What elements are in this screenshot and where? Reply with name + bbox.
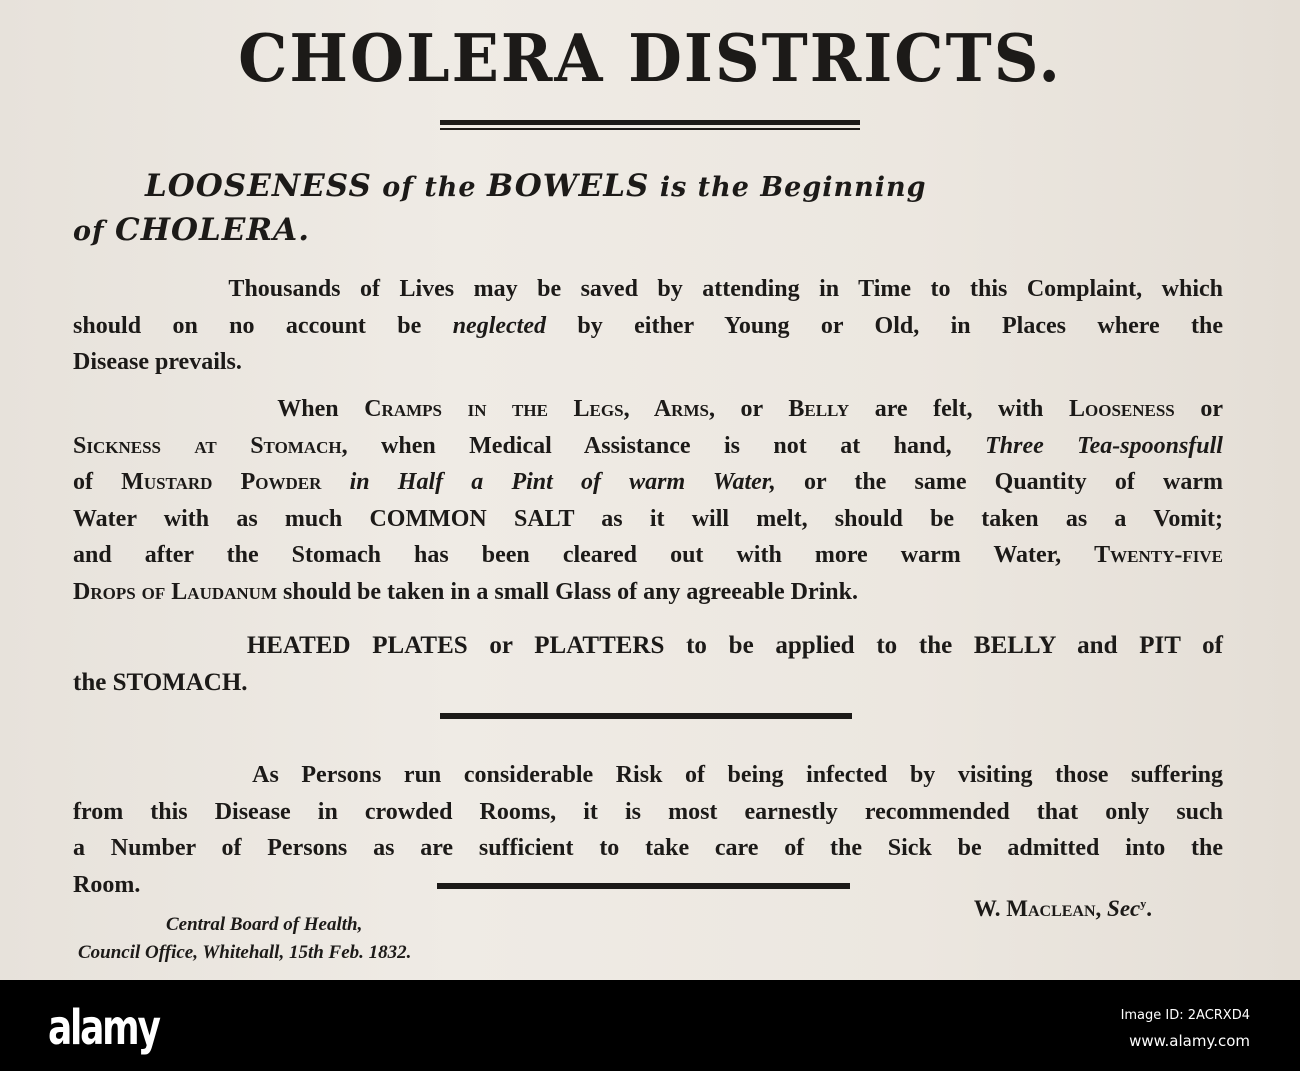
paragraph-text: a Number of Persons as are sufficient to take care of the Sick be admitted into the: [73, 835, 1223, 861]
subheading-text: is the Beginning: [649, 172, 927, 203]
image-id: Image ID: 2ACRXD4: [1120, 1008, 1250, 1023]
paragraph-line: [73, 349, 1223, 376]
paragraph-line: [73, 276, 1223, 303]
paragraph-line: [73, 396, 1223, 423]
paragraph-text: Belly: [788, 396, 850, 422]
paragraph-line: [73, 506, 1223, 533]
paragraph-text: in Half a Pint of warm Water,: [321, 469, 776, 495]
signature-end: .: [1146, 896, 1152, 921]
paragraph-text: by either Young or Old, in Places where the: [546, 312, 1223, 339]
subheading-text: BOWELS: [487, 168, 650, 204]
paragraph-text: the STOMACH.: [73, 668, 248, 696]
paragraph-line: [73, 762, 1223, 789]
subheading-text: of the: [371, 172, 487, 203]
paragraph-text: and after the Stomach has been cleared out with more warm Water,: [73, 542, 1095, 568]
footer-line-2: Council Office, Whitehall, 15th Feb. 1832.: [78, 942, 412, 963]
paragraph-text: When: [73, 396, 365, 422]
paragraph-text: Room.: [73, 871, 141, 898]
paragraph-line: [73, 469, 1223, 496]
subheading-text: LOOSENESS: [145, 168, 372, 204]
signature-sup: y: [1140, 896, 1147, 911]
paragraph-text: COMMON SALT: [369, 505, 575, 532]
paragraph-text: should on no account be: [73, 312, 453, 339]
footer-line-1: Central Board of Health,: [166, 914, 363, 935]
paragraph-line: [73, 669, 1223, 697]
paragraph-text: or: [714, 396, 789, 422]
paragraph-text: Cramps in the Legs, Arms,: [364, 396, 715, 422]
paragraph-text: should be taken in a small Glass of any agreeable Drink.: [277, 578, 858, 605]
paragraph-text: Disease prevails.: [73, 349, 242, 375]
closing-divider: [437, 883, 850, 889]
paragraph-line: [73, 313, 1223, 340]
subheading-line: [145, 168, 1295, 204]
title-rule-thick: [440, 120, 860, 125]
paragraph-text: are felt, with: [849, 396, 1069, 422]
paragraph-line: [73, 632, 1223, 660]
paragraph-text: or the same Quantity of warm: [775, 469, 1223, 495]
paragraph-text: Looseness: [1068, 396, 1175, 422]
paragraph-text: Three Tea-spoonsfull: [985, 432, 1223, 459]
subheading-text: CHOLERA.: [115, 212, 311, 248]
paragraph-text: or: [1174, 396, 1224, 422]
paragraph-text: of: [73, 469, 122, 495]
paragraph-line: [73, 799, 1223, 826]
paragraph-text: neglected: [452, 312, 546, 339]
paragraph-line: [73, 579, 1223, 606]
title-rule-thin: [440, 128, 860, 130]
paragraph-line: [73, 542, 1223, 569]
signature-name: W. Maclean,: [973, 896, 1102, 921]
signature: [974, 896, 1152, 922]
alamy-logo: alamy: [48, 1000, 159, 1056]
subheading-text: of: [73, 216, 116, 247]
signature-title: Sec: [1107, 896, 1141, 921]
paragraph-text: Sickness at Stomach,: [73, 432, 348, 459]
paragraph-text: Water with as much: [73, 505, 370, 532]
paragraph-line: [73, 835, 1223, 862]
section-divider: [440, 713, 852, 719]
subheading-line: [73, 212, 1223, 248]
paragraph-text: as it will melt, should be taken as a Vomit;: [574, 505, 1223, 532]
paragraph-text: HEATED PLATES or PLATTERS to be applied to the BELLY and PIT of: [73, 632, 1223, 659]
paragraph-text: Twenty-five: [1094, 542, 1223, 568]
poster-title: CHOLERA DISTRICTS.: [238, 20, 1062, 97]
paragraph-text: from this Disease in crowded Rooms, it is most earnestly recommended that only such: [73, 798, 1223, 825]
watermark-url: www.alamy.com: [1129, 1032, 1250, 1050]
paragraph-line: [73, 433, 1223, 460]
paragraph-text: Drops of Laudanum: [73, 578, 277, 605]
paragraph-text: Thousands of Lives may be saved by attending in Time to this Complaint, which: [73, 276, 1223, 302]
watermark-bar: [0, 980, 1300, 1071]
paragraph-text: when Medical Assistance is not at hand,: [347, 432, 986, 459]
paragraph-text: Mustard Powder: [121, 469, 322, 495]
paragraph-text: As Persons run considerable Risk of being infected by visiting those suffering: [73, 762, 1223, 788]
